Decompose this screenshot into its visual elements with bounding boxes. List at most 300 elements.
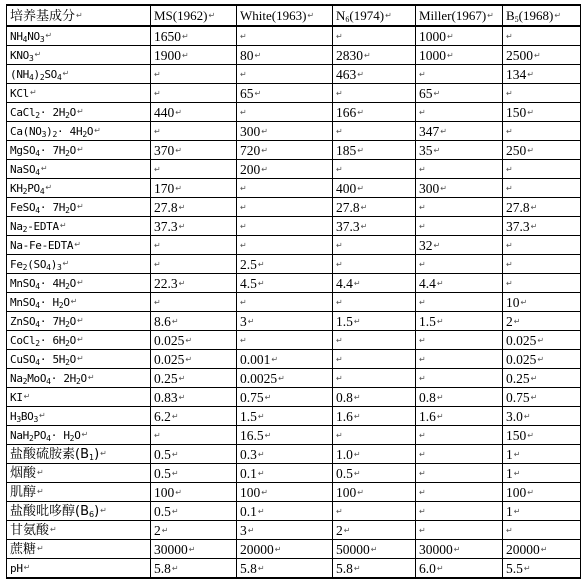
paragraph-mark-icon: ↵ xyxy=(336,507,343,516)
paragraph-mark-icon: ↵ xyxy=(436,412,444,421)
paragraph-mark-icon: ↵ xyxy=(261,146,268,155)
table-row xyxy=(7,103,581,122)
table-row xyxy=(7,369,581,388)
paragraph-mark-icon: ↵ xyxy=(76,316,84,325)
value-cell: 1↵ xyxy=(503,502,581,521)
paragraph-mark-icon: ↵ xyxy=(257,279,265,288)
value-cell: 37.3↵ xyxy=(333,217,416,236)
paragraph-mark-icon: ↵ xyxy=(440,127,447,136)
value-cell: 370↵ xyxy=(151,141,237,160)
paragraph-mark-icon: ↵ xyxy=(506,279,513,288)
paragraph-mark-icon: ↵ xyxy=(178,222,186,231)
value-cell xyxy=(151,293,237,312)
value-cell xyxy=(151,65,237,84)
table-row xyxy=(7,502,581,521)
paragraph-mark-icon: ↵ xyxy=(527,488,534,497)
value-cell: 65↵ xyxy=(237,84,333,103)
value-cell xyxy=(503,255,581,274)
value-cell: 5.8↵ xyxy=(237,559,333,579)
value-cell xyxy=(237,103,333,122)
paragraph-mark-icon: ↵ xyxy=(440,184,447,193)
paragraph-mark-icon: ↵ xyxy=(50,525,57,534)
value-cell: 50000↵ xyxy=(333,540,416,559)
value-cell: 0.8↵ xyxy=(416,388,503,407)
paragraph-mark-icon: ↵ xyxy=(419,70,426,79)
paragraph-mark-icon: ↵ xyxy=(527,70,534,79)
value-cell: 300↵ xyxy=(237,122,333,141)
value-cell: 100↵ xyxy=(151,483,237,502)
value-cell: 2↵ xyxy=(503,312,581,331)
paragraph-mark-icon: ↵ xyxy=(419,336,426,345)
paragraph-mark-icon: ↵ xyxy=(336,374,343,383)
component-name-cell: $Na_2MoO_4\cdot$ $2H_2O↵$ xyxy=(7,369,151,388)
paragraph-mark-icon: ↵ xyxy=(76,278,84,287)
paragraph-mark-icon: ↵ xyxy=(182,51,189,60)
paragraph-mark-icon: ↵ xyxy=(360,203,368,212)
paragraph-mark-icon: ↵ xyxy=(336,89,343,98)
paragraph-mark-icon: ↵ xyxy=(419,355,426,364)
value-cell: 2↵ xyxy=(151,521,237,540)
table-row xyxy=(7,331,581,350)
paragraph-mark-icon: ↵ xyxy=(353,279,361,288)
value-cell xyxy=(151,84,237,103)
value-cell: 1↵ xyxy=(503,445,581,464)
table-row xyxy=(7,445,581,464)
value-cell: 0.1↵ xyxy=(237,464,333,483)
paragraph-mark-icon: ↵ xyxy=(506,241,513,250)
component-name-cell: MnSO$_4$· $4H_2O↵$ xyxy=(7,274,151,293)
paragraph-mark-icon: ↵ xyxy=(23,563,31,572)
value-cell: 30000↵ xyxy=(416,540,503,559)
column-header-medium: $N_6(1974)↵$ xyxy=(333,5,416,26)
value-cell: 0.5↵ xyxy=(151,464,237,483)
paragraph-mark-icon: ↵ xyxy=(364,51,371,60)
value-cell: 0.5↵ xyxy=(151,445,237,464)
table-row xyxy=(7,65,581,84)
paragraph-mark-icon: ↵ xyxy=(171,317,179,326)
table-row xyxy=(7,46,581,65)
paragraph-mark-icon: ↵ xyxy=(94,126,101,135)
value-cell xyxy=(503,236,581,255)
component-name-cell: 甘氨酸↵ xyxy=(7,521,151,540)
value-cell: 134↵ xyxy=(503,65,581,84)
paragraph-mark-icon: ↵ xyxy=(37,544,44,553)
value-cell: 1000↵ xyxy=(416,26,503,46)
value-cell: 100↵ xyxy=(503,483,581,502)
paragraph-mark-icon: ↵ xyxy=(240,184,247,193)
paragraph-mark-icon: ↵ xyxy=(527,146,534,155)
paragraph-mark-icon: ↵ xyxy=(39,411,46,420)
value-cell: 1000↵ xyxy=(416,46,503,65)
paragraph-mark-icon: ↵ xyxy=(240,298,247,307)
value-cell: 300↵ xyxy=(416,179,503,198)
value-cell xyxy=(503,274,581,293)
value-cell: 27.8↵ xyxy=(151,198,237,217)
value-cell: 1.6↵ xyxy=(416,407,503,426)
value-cell: 0.025↵ xyxy=(151,350,237,369)
table-row xyxy=(7,141,581,160)
value-cell: 0.25↵ xyxy=(503,369,581,388)
value-cell xyxy=(416,426,503,445)
paragraph-mark-icon: ↵ xyxy=(537,355,545,364)
value-cell: 16.5↵ xyxy=(237,426,333,445)
value-cell: 0.025↵ xyxy=(503,331,581,350)
value-cell xyxy=(503,179,581,198)
paragraph-mark-icon: ↵ xyxy=(81,430,88,439)
paragraph-mark-icon: ↵ xyxy=(175,146,182,155)
table-row xyxy=(7,84,581,103)
table-row xyxy=(7,521,581,540)
paragraph-mark-icon: ↵ xyxy=(76,335,84,344)
value-cell: 6.2↵ xyxy=(151,407,237,426)
paragraph-mark-icon: ↵ xyxy=(336,241,343,250)
paragraph-mark-icon: ↵ xyxy=(419,488,426,497)
paragraph-mark-icon: ↵ xyxy=(353,450,361,459)
paragraph-mark-icon: ↵ xyxy=(154,127,161,136)
paragraph-mark-icon: ↵ xyxy=(175,488,182,497)
paragraph-mark-icon: ↵ xyxy=(240,108,247,117)
table-row xyxy=(7,198,581,217)
component-name-cell: 盐酸吡哆醇$(B_6)↵$ xyxy=(7,502,151,521)
value-cell: 720↵ xyxy=(237,141,333,160)
paragraph-mark-icon: ↵ xyxy=(261,127,268,136)
component-name-cell: CuSO$_4$· $5H_2O↵$ xyxy=(7,350,151,369)
paragraph-mark-icon: ↵ xyxy=(343,526,351,535)
paragraph-mark-icon: ↵ xyxy=(240,32,247,41)
value-cell: 6.0↵ xyxy=(416,559,503,579)
table-row xyxy=(7,407,581,426)
component-name-cell: NaSO$_4$↵ xyxy=(7,160,151,179)
value-cell: 37.3↵ xyxy=(503,217,581,236)
paragraph-mark-icon: ↵ xyxy=(436,564,444,573)
value-cell: 440↵ xyxy=(151,103,237,122)
paragraph-mark-icon: ↵ xyxy=(513,450,521,459)
value-cell xyxy=(333,160,416,179)
paragraph-mark-icon: ↵ xyxy=(419,374,426,383)
paragraph-mark-icon: ↵ xyxy=(70,297,78,306)
component-name-cell: Na-Fe-EDTA↵ xyxy=(7,236,151,255)
value-cell: 2830↵ xyxy=(333,46,416,65)
value-cell: 400↵ xyxy=(333,179,416,198)
paragraph-mark-icon: ↵ xyxy=(513,317,521,326)
component-name-cell: MnSO$_4$· $H_2O↵$ xyxy=(7,293,151,312)
paragraph-mark-icon: ↵ xyxy=(506,127,513,136)
value-cell xyxy=(151,255,237,274)
value-cell: 250↵ xyxy=(503,141,581,160)
paragraph-mark-icon: ↵ xyxy=(261,488,268,497)
paragraph-mark-icon: ↵ xyxy=(257,260,265,269)
paragraph-mark-icon: ↵ xyxy=(419,507,426,516)
paragraph-mark-icon: ↵ xyxy=(523,412,531,421)
value-cell xyxy=(503,521,581,540)
value-cell xyxy=(416,502,503,521)
paragraph-mark-icon: ↵ xyxy=(100,449,107,458)
value-cell xyxy=(151,160,237,179)
value-cell xyxy=(416,464,503,483)
value-cell: 2↵ xyxy=(333,521,416,540)
paragraph-mark-icon: ↵ xyxy=(357,488,364,497)
value-cell xyxy=(416,198,503,217)
paragraph-mark-icon: ↵ xyxy=(530,393,538,402)
value-cell: 27.8↵ xyxy=(503,198,581,217)
paragraph-mark-icon: ↵ xyxy=(257,412,265,421)
value-cell xyxy=(237,198,333,217)
paragraph-mark-icon: ↵ xyxy=(336,336,343,345)
paragraph-mark-icon: ↵ xyxy=(154,260,161,269)
paragraph-mark-icon: ↵ xyxy=(357,184,364,193)
paragraph-mark-icon: ↵ xyxy=(76,107,84,116)
value-cell: 20000↵ xyxy=(237,540,333,559)
component-name-cell: $H_3BO_3↵$ xyxy=(7,407,151,426)
value-cell: 4.4↵ xyxy=(416,274,503,293)
value-cell xyxy=(416,255,503,274)
paragraph-mark-icon: ↵ xyxy=(178,203,186,212)
column-header-medium: Miller(1967)↵ xyxy=(416,5,503,26)
paragraph-mark-icon: ↵ xyxy=(419,450,426,459)
paragraph-mark-icon: ↵ xyxy=(37,487,44,496)
value-cell: 27.8↵ xyxy=(333,198,416,217)
value-cell: 37.3↵ xyxy=(151,217,237,236)
paragraph-mark-icon: ↵ xyxy=(554,11,562,20)
paragraph-mark-icon: ↵ xyxy=(537,336,545,345)
table-row xyxy=(7,540,581,559)
value-cell xyxy=(333,350,416,369)
paragraph-mark-icon: ↵ xyxy=(154,431,161,440)
paragraph-mark-icon: ↵ xyxy=(171,450,179,459)
paragraph-mark-icon: ↵ xyxy=(419,469,426,478)
table-row xyxy=(7,160,581,179)
component-name-cell: FeSO$_4$· $7H_2O↵$ xyxy=(7,198,151,217)
value-cell xyxy=(333,426,416,445)
component-name-cell: $Na_2-EDTA↵$ xyxy=(7,217,151,236)
paragraph-mark-icon: ↵ xyxy=(353,469,361,478)
value-cell xyxy=(503,122,581,141)
value-cell xyxy=(237,26,333,46)
table-row xyxy=(7,312,581,331)
value-cell: 0.5↵ xyxy=(151,502,237,521)
value-cell: 4.4↵ xyxy=(333,274,416,293)
paragraph-mark-icon: ↵ xyxy=(523,564,531,573)
value-cell: 1↵ xyxy=(503,464,581,483)
paragraph-mark-icon: ↵ xyxy=(419,431,426,440)
component-name-cell: $NH_4NO_3↵$ xyxy=(7,26,151,46)
paragraph-mark-icon: ↵ xyxy=(370,545,378,554)
paragraph-mark-icon: ↵ xyxy=(257,450,265,459)
paragraph-mark-icon: ↵ xyxy=(357,108,364,117)
paragraph-mark-icon: ↵ xyxy=(436,393,444,402)
paragraph-mark-icon: ↵ xyxy=(240,222,247,231)
paragraph-mark-icon: ↵ xyxy=(23,392,31,401)
value-cell xyxy=(333,293,416,312)
paragraph-mark-icon: ↵ xyxy=(527,108,534,117)
value-cell: 32↵ xyxy=(416,236,503,255)
value-cell: 2.5↵ xyxy=(237,255,333,274)
component-name-cell: pH↵ xyxy=(7,559,151,579)
component-name-cell: $(NH_4)_2SO_4↵$ xyxy=(7,65,151,84)
paragraph-mark-icon: ↵ xyxy=(45,31,52,40)
value-cell: 5.8↵ xyxy=(151,559,237,579)
paragraph-mark-icon: ↵ xyxy=(62,259,69,268)
value-cell: 185↵ xyxy=(333,141,416,160)
paragraph-mark-icon: ↵ xyxy=(419,203,426,212)
value-cell: 0.1↵ xyxy=(237,502,333,521)
paragraph-mark-icon: ↵ xyxy=(76,11,83,20)
paragraph-mark-icon: ↵ xyxy=(240,336,247,345)
table-row xyxy=(7,559,581,579)
component-name-cell: 烟酸↵ xyxy=(7,464,151,483)
paragraph-mark-icon: ↵ xyxy=(154,165,161,174)
paragraph-mark-icon: ↵ xyxy=(336,298,343,307)
value-cell xyxy=(151,236,237,255)
paragraph-mark-icon: ↵ xyxy=(74,240,81,249)
value-cell: 0.3↵ xyxy=(237,445,333,464)
value-cell xyxy=(503,26,581,46)
paragraph-mark-icon: ↵ xyxy=(208,11,216,20)
value-cell xyxy=(416,293,503,312)
paragraph-mark-icon: ↵ xyxy=(385,11,392,20)
paragraph-mark-icon: ↵ xyxy=(257,507,265,516)
paragraph-mark-icon: ↵ xyxy=(360,222,368,231)
value-cell xyxy=(151,426,237,445)
component-name-cell: CoCl$_2$· $6H_2O↵$ xyxy=(7,331,151,350)
value-cell: 0.25↵ xyxy=(151,369,237,388)
paragraph-mark-icon: ↵ xyxy=(188,545,196,554)
paragraph-mark-icon: ↵ xyxy=(45,183,52,192)
value-cell xyxy=(416,160,503,179)
value-cell: 4.5↵ xyxy=(237,274,333,293)
paragraph-mark-icon: ↵ xyxy=(419,298,426,307)
value-cell: 0.025↵ xyxy=(503,350,581,369)
value-cell: 166↵ xyxy=(333,103,416,122)
value-cell xyxy=(237,179,333,198)
value-cell xyxy=(333,255,416,274)
table-body xyxy=(7,26,581,578)
paragraph-mark-icon: ↵ xyxy=(357,70,364,79)
value-cell: 0.75↵ xyxy=(237,388,333,407)
paragraph-mark-icon: ↵ xyxy=(171,564,179,573)
paragraph-mark-icon: ↵ xyxy=(154,241,161,250)
value-cell: 8.6↵ xyxy=(151,312,237,331)
paragraph-mark-icon: ↵ xyxy=(447,32,454,41)
paragraph-mark-icon: ↵ xyxy=(336,355,343,364)
paragraph-mark-icon: ↵ xyxy=(530,203,538,212)
value-cell: 5.5↵ xyxy=(503,559,581,579)
value-cell xyxy=(416,369,503,388)
value-cell: 150↵ xyxy=(503,103,581,122)
paragraph-mark-icon: ↵ xyxy=(178,279,186,288)
value-cell: 1650↵ xyxy=(151,26,237,46)
component-name-cell: $NaH_2PO_4\cdot$ $H_2O↵$ xyxy=(7,426,151,445)
paragraph-mark-icon: ↵ xyxy=(513,507,521,516)
paragraph-mark-icon: ↵ xyxy=(353,317,361,326)
value-cell: 0.025↵ xyxy=(151,331,237,350)
paragraph-mark-icon: ↵ xyxy=(171,469,179,478)
paragraph-mark-icon: ↵ xyxy=(336,165,343,174)
paragraph-mark-icon: ↵ xyxy=(29,88,37,97)
paragraph-mark-icon: ↵ xyxy=(264,431,272,440)
value-cell: 0.001↵ xyxy=(237,350,333,369)
value-cell xyxy=(503,160,581,179)
table-row xyxy=(7,26,581,46)
value-cell: 35↵ xyxy=(416,141,503,160)
paragraph-mark-icon: ↵ xyxy=(182,32,189,41)
paragraph-mark-icon: ↵ xyxy=(87,373,95,382)
table-row xyxy=(7,426,581,445)
paragraph-mark-icon: ↵ xyxy=(171,507,179,516)
paragraph-mark-icon: ↵ xyxy=(436,317,444,326)
table-row xyxy=(7,236,581,255)
value-cell: 1.5↵ xyxy=(333,312,416,331)
value-cell: 100↵ xyxy=(333,483,416,502)
value-cell: 20000↵ xyxy=(503,540,581,559)
table-row xyxy=(7,179,581,198)
paragraph-mark-icon: ↵ xyxy=(513,469,521,478)
value-cell: 347↵ xyxy=(416,122,503,141)
table-row xyxy=(7,350,581,369)
paragraph-mark-icon: ↵ xyxy=(336,127,343,136)
value-cell xyxy=(333,84,416,103)
value-cell xyxy=(333,331,416,350)
paragraph-mark-icon: ↵ xyxy=(37,468,44,477)
paragraph-mark-icon: ↵ xyxy=(436,279,444,288)
paragraph-mark-icon: ↵ xyxy=(254,51,262,60)
component-name-cell: 盐酸硫胺素$(B_1)↵$ xyxy=(7,445,151,464)
paragraph-mark-icon: ↵ xyxy=(353,412,361,421)
paragraph-mark-icon: ↵ xyxy=(447,51,454,60)
paragraph-mark-icon: ↵ xyxy=(487,11,494,20)
paragraph-mark-icon: ↵ xyxy=(357,146,364,155)
table-row xyxy=(7,274,581,293)
component-name-cell: 肌醇↵ xyxy=(7,483,151,502)
paragraph-mark-icon: ↵ xyxy=(240,241,247,250)
value-cell: 1.6↵ xyxy=(333,407,416,426)
paragraph-mark-icon: ↵ xyxy=(419,260,426,269)
value-cell: 1.5↵ xyxy=(237,407,333,426)
value-cell xyxy=(237,331,333,350)
paragraph-mark-icon: ↵ xyxy=(506,184,513,193)
paragraph-mark-icon: ↵ xyxy=(240,70,247,79)
table-row xyxy=(7,293,581,312)
column-header-medium: White(1963)↵ xyxy=(237,5,333,26)
table-row xyxy=(7,122,581,141)
component-name-cell: KI↵ xyxy=(7,388,151,407)
component-name-cell: KCl↵ xyxy=(7,84,151,103)
paragraph-mark-icon: ↵ xyxy=(171,412,179,421)
paragraph-mark-icon: ↵ xyxy=(185,355,193,364)
paragraph-mark-icon: ↵ xyxy=(240,203,247,212)
value-cell xyxy=(333,26,416,46)
value-cell xyxy=(416,350,503,369)
paragraph-mark-icon: ↵ xyxy=(506,165,513,174)
value-cell: 0.5↵ xyxy=(333,464,416,483)
value-cell xyxy=(333,369,416,388)
value-cell xyxy=(416,483,503,502)
paragraph-mark-icon: ↵ xyxy=(307,11,315,20)
paragraph-mark-icon: ↵ xyxy=(534,51,541,60)
value-cell xyxy=(416,217,503,236)
table-row xyxy=(7,483,581,502)
paragraph-mark-icon: ↵ xyxy=(530,374,538,383)
value-cell xyxy=(237,236,333,255)
media-composition-table xyxy=(6,4,581,579)
paragraph-mark-icon: ↵ xyxy=(506,526,513,535)
paragraph-mark-icon: ↵ xyxy=(247,317,255,326)
paragraph-mark-icon: ↵ xyxy=(419,108,426,117)
paragraph-mark-icon: ↵ xyxy=(419,165,426,174)
table-row xyxy=(7,388,581,407)
value-cell xyxy=(237,293,333,312)
paragraph-mark-icon: ↵ xyxy=(336,32,343,41)
